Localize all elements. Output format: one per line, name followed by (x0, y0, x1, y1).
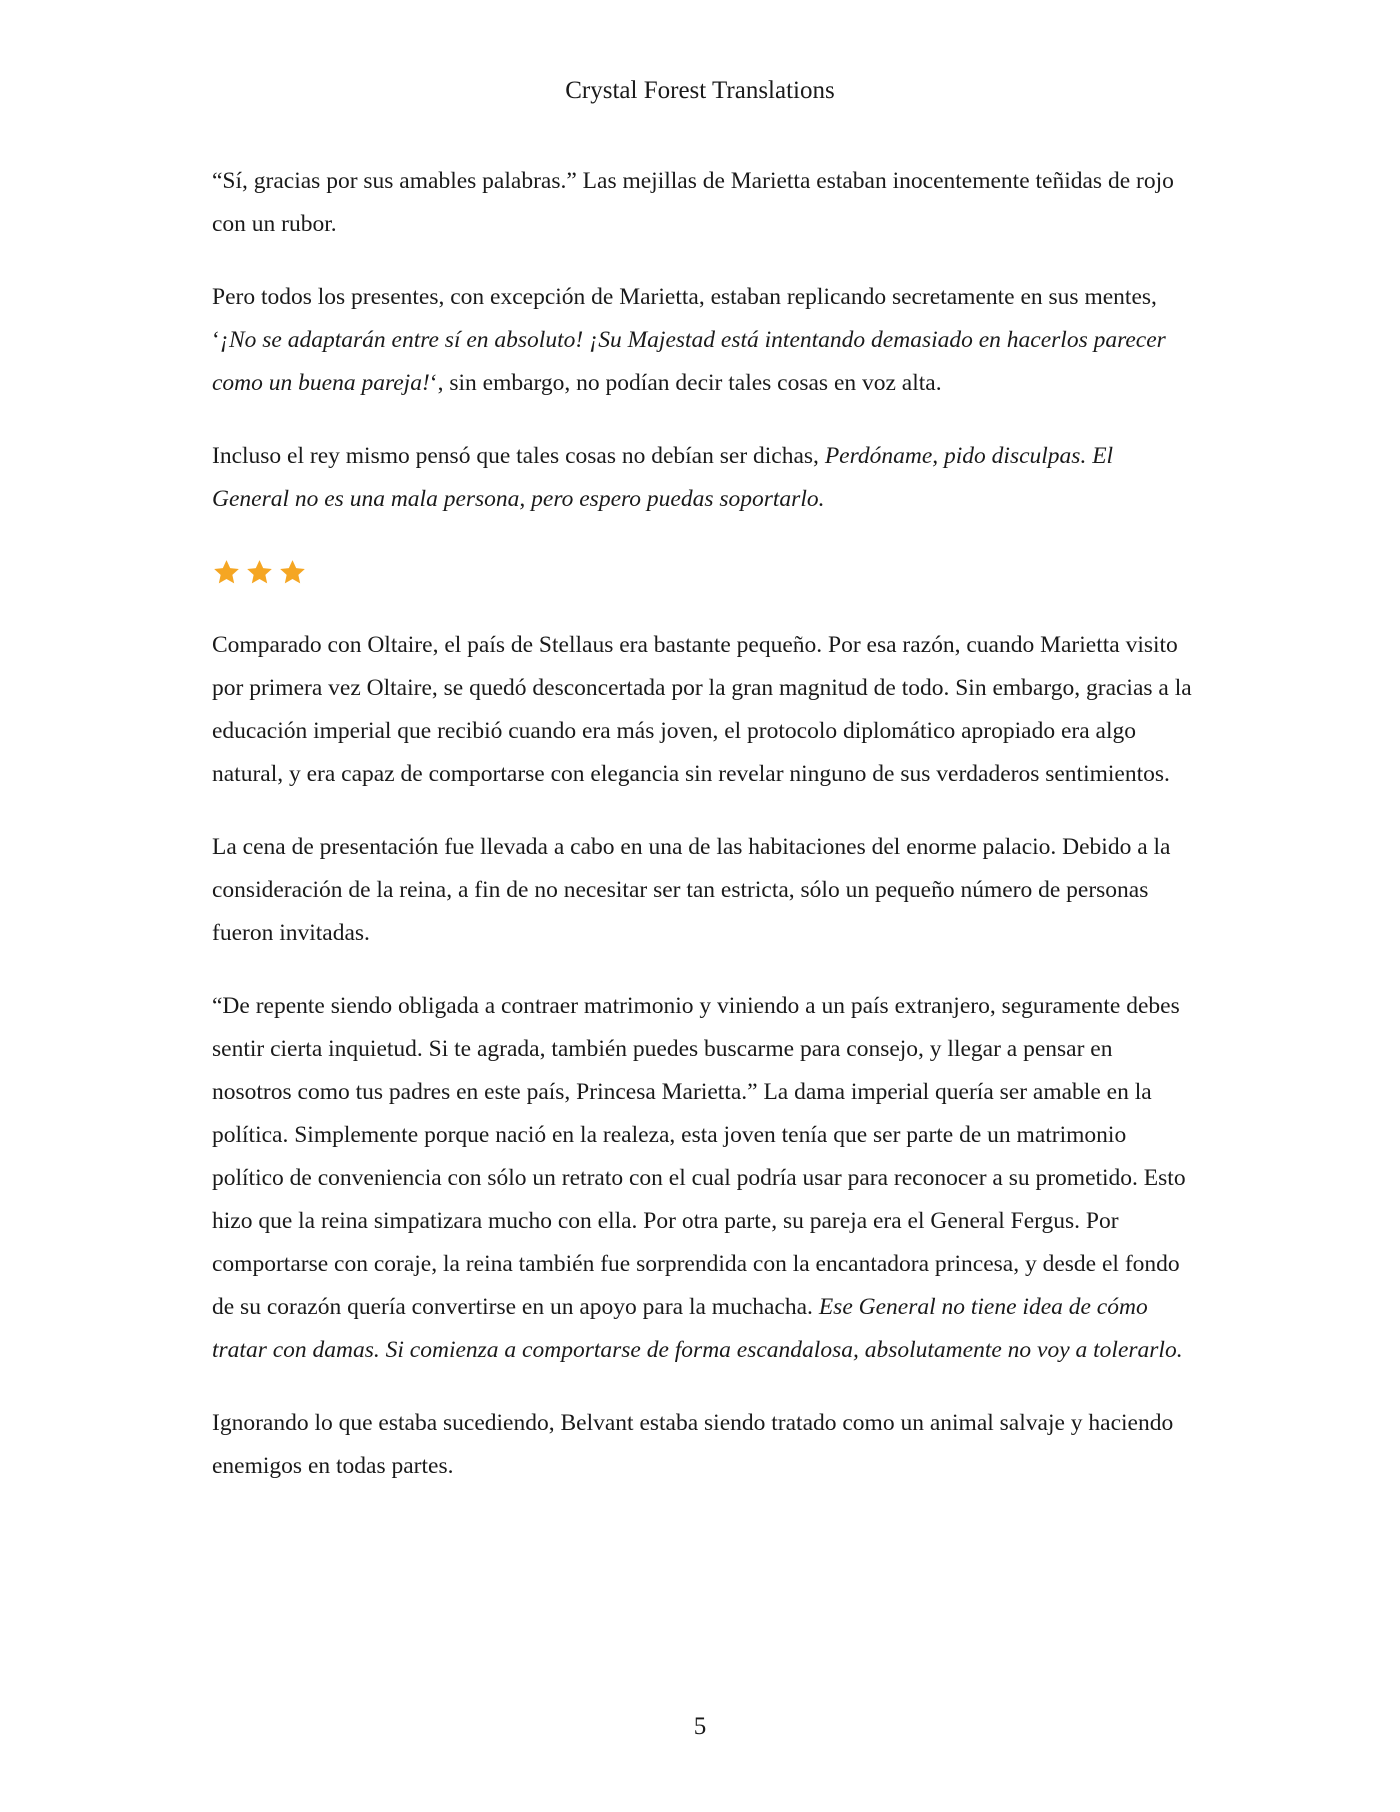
paragraph-7-text: Ignorando lo que estaba sucediendo, Belvant estaba siendo tratado como un animal salvaje y haciendo enemigos en todas partes. (212, 1410, 1174, 1479)
paragraph-1 (212, 160, 1192, 246)
paragraph-7 (212, 1402, 1192, 1488)
paragraph-6-italic: Ese General no tiene idea de cómo tratar con damas. Si comienza a comportarse de forma escandalosa, absolutamente no voy a tolerarlo. (212, 1294, 1183, 1363)
paragraph-2 (212, 276, 1192, 405)
paragraph-4-text: Comparado con Oltaire, el país de Stellaus era bastante pequeño. Por esa razón, cuando Marietta visito por primera vez Oltaire, se quedó desconcertada por la gran magnitud de todo. Sin embargo, gracias a la educación imperial que recibió cuando era más joven, el protocolo diplomático apropiado era algo natural, y era capaz de comportarse con elegancia sin revelar ninguno de sus verdaderos sentimientos. (212, 632, 1192, 787)
paragraph-3 (212, 435, 1192, 521)
star-icon (245, 558, 274, 587)
paragraph-2-text-c: ‘, sin embargo, no podían decir tales cosas en voz alta. (429, 370, 942, 396)
paragraph-2-text-a: Pero todos los presentes, con excepción de Marietta, estaban replicando secretamente en sus mentes, ‘ (212, 284, 1157, 353)
page-header: Crystal Forest Translations (565, 77, 835, 104)
section-separator (212, 551, 1192, 594)
paragraph-1-text: “Sí, gracias por sus amables palabras.” Las mejillas de Marietta estaban inocentemente teñidas de rojo con un rubor. (212, 168, 1174, 237)
paragraph-5 (212, 826, 1192, 955)
star-icon (212, 558, 241, 587)
paragraph-3-italic: Perdóname, pido disculpas. El General no es una mala persona, pero espero puedas soportarlo. (212, 443, 1114, 512)
document-body (212, 160, 1192, 1518)
paragraph-3-text-a: Incluso el rey mismo pensó que tales cosas no debían ser dichas, (212, 443, 825, 469)
page-number: 5 (693, 1713, 707, 1740)
star-icon (278, 558, 307, 587)
paragraph-2-italic: ¡No se adaptarán entre sí en absoluto! ¡Su Majestad está intentando demasiado en hacerlos parecer como un buena pareja! (212, 327, 1166, 396)
paragraph-4 (212, 624, 1192, 796)
paragraph-5-text: La cena de presentación fue llevada a cabo en una de las habitaciones del enorme palacio. Debido a la consideración de la reina, a fin de no necesitar ser tan estricta, sólo un pequeño número de personas fueron invitadas. (212, 834, 1171, 946)
paragraph-6 (212, 985, 1192, 1372)
paragraph-6-text-a: “De repente siendo obligada a contraer matrimonio y viniendo a un país extranjero, seguramente debes sentir cierta inquietud. Si te agrada, también puedes buscarme para consejo, y llegar a pensar en nosotros como tus padres en este país, Princesa Marietta.” La dama imperial quería ser amable en la política. Simplemente porque nació en la realeza, esta joven tenía que ser parte de un matrimonio político de conveniencia con sólo un retrato con el cual podría usar para reconocer a su prometido. Esto hizo que la reina simpatizara mucho con ella. Por otra parte, su pareja era el General Fergus. Por comportarse con coraje, la reina también fue sorprendida con la encantadora princesa, y desde el fondo de su corazón quería convertirse en un apoyo para la muchacha. (212, 993, 1186, 1320)
